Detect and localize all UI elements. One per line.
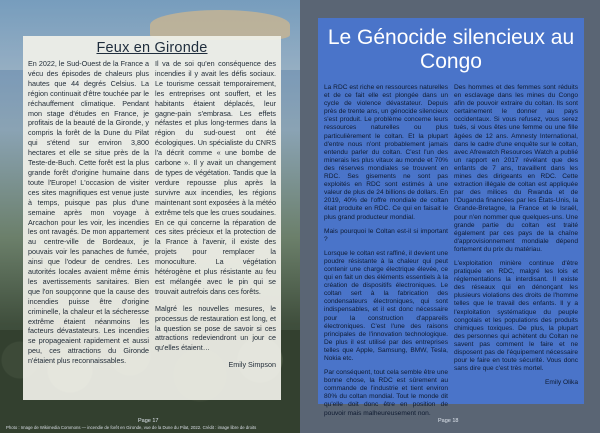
article-columns <box>28 59 276 373</box>
page-number: Page 17 <box>138 418 159 424</box>
article-columns <box>324 84 578 424</box>
page-number: Page 18 <box>438 418 459 424</box>
paragraph: Malgré les nouvelles mesures, le processus de restauration est long, et la question se pose de savoir si ces attractions redeviendront un jour ce qu'elles étaient… <box>155 303 276 353</box>
article-box-gironde <box>23 36 281 400</box>
article-title: Feux en Gironde <box>96 40 208 56</box>
article-column-2 <box>454 84 578 424</box>
photo-credit: Photo : Image de Wikimedia Commons — incendie de forêt en Gironde, vue de la Dune du Pilat, 2022. Crédit : image libre de droits <box>6 425 257 430</box>
right-page <box>300 0 600 433</box>
paragraph: L'exploitation minière continue d'être pratiquée en RDC, malgré les lois et réglementations la interdisant. Il existe des réseaux qui en dénonçant les plusieurs violations des droits de l'homme telles que le travail des enfants. Il y a l'exploitation systématique du peuple congolais et les populations des produits chimiques toxiques. De plus, la plupart des personnes qui achètent du Coltan ne savent pas comment le faire et ne disposent pas de l'équipement nécessaire pour le faire en toute sécurité. Vous donc sans dire que c'est très mortel. <box>454 259 578 373</box>
paragraph: Par conséquent, tout cela semble être une bonne chose, la RDC est sûrement au commande de l'industrie et tient environ 80% du coltan mondial. Tout le monde dit qu'elle doit donc être en position de pouvoir mais malheureusement non. <box>324 369 448 417</box>
article-column-1 <box>28 59 149 373</box>
paragraph: En 2022, le Sud-Ouest de la France a vécu des épisodes de chaleurs plus hautes que 44 degrés Celsius. La région continuait d'être touchée par le réchauffement climatique. Pendant mon stage d'études en France, je profitais de la beauté de la Gironde, y compris la forêt de la Dune du Pilat qui s'étend sur environ 3,800 hectares et elle se situe près de la Teste-de-Buch. Cette forêt est la plus grande forêt d'origine humaine dans toute l'Europe! L'occasion de visiter ces sites magnifiques est venue juste à temps, puisque pas plus d'une semaine après mon voyage à Arcachon pour les voir, les incendies les ont ravagés. De mon appartement au centre-ville de Bordeaux, je pouvais voir les panaches de fumée, ainsi que l'odeur de cendres. Les autorités locales avaient même émis les avertissements sanitaires. Bien que l'on soupçonne que la cause des incendies puisse être d'origine criminelle, la chaleur et la sécheresse extrême étaient néanmoins les facteurs dévastateurs. Les incendies se propageaient rapidement et aussi peu, ces attractions du Gironde n'étaient plus reconnaissables. <box>28 59 149 366</box>
author-signature: Emily Simpson <box>228 360 276 370</box>
author-signature: Emily Olika <box>545 379 578 387</box>
paragraph: Il va de soi qu'en conséquence des incendies il y avait les défis sociaux. Le tourisme cessait temporairement, les entreprises ont souffert, et les habitants étaient déplacés, leur gagne-pain s'embrasa. Les effets néfastes et plus long-termes dans la région du sud-ouest ont été écologiques. Un spécialiste du CNRS l'a décrit comme « une bombe de carbone ». Il y avait un changement de types de végétation. Tandis que la verdure repousse plus après la survivre aux incendies, les régions maintenant sont exposées à la météo extrême tels que les crues soudaines. En ce qui concerne la réparation de ces sites précieux et la protection de la France à l'avenir, il existe des projets pour remplacer la monoculture. La végétation hétérogène et plus résistante au feu est mélangée avec le pin qui se trouvait autrefois dans ces forêts. <box>155 59 276 296</box>
article-column-1 <box>324 84 448 424</box>
article-box-congo <box>318 18 584 417</box>
paragraph: La RDC est riche en ressources naturelles et de ce fait elle est plongée dans un cycle de violence dévastateur. Depuis près de trente ans, un génocide silencieux s'est produit. Le problème concerne leurs ressources naturelles ou plus particulièrement le coltan. Et la plupart d'entre nous n'ont probablement jamais entendu parler du coltan. C'est l'un des minerais les plus vitaux au monde et 70% des réserves mondiales se trouvent en RDC. Ses gisements ne sont pas exploités en RDC sont estimés à une valeur de plus de 24 billions de dollars. En 2019, 40% de l'offre mondiale de coltan était produite en RDC. Ce qui en faisait le plus grand producteur mondial. <box>324 84 448 221</box>
paragraph: Mais pourquoi le Coltan est-il si important ? <box>324 227 448 243</box>
article-title: Le Génocide silencieux au Congo <box>327 26 575 73</box>
paragraph: Lorsque le coltan est raffiné, il devient une poudre résistante à la chaleur qui peut contenir une charge électrique élevée, ce qui en fait un des éléments essentiels à la création de dispositifs électroniques. Le coltan sert à la fabrication des condensateurs électroniques, qui sont indispensables, et il est donc nécessaire pour la construction d'appareils électroniques. C'est l'une des raisons principales de l'innovation technologique. De plus il est utilisé par des entreprises telles que Apple, Samsung, BMW, Tesla, Nokia etc. <box>324 249 448 362</box>
article-column-2 <box>155 59 276 373</box>
paragraph: Des hommes et des femmes sont réduits en esclavage dans les mines du Congo afin de pouvoir extraire du coltan. Ils sont certainement le donner au pays occidentaux. Si vous refusez, vous serez tués, si vous êtes une femme ou une fille âgées de 12 ans. Amnesty International, dans le cadre d'une enquête sur le coltan, avec Afrewatch Resources Watch a publié un rapport en 2017 révélant que des enfants de 7 ans, travaillent dans les mines des dirigeants en RDC. Cette extraction illégale de coltan est appliquée par des milices du Rwanda et de l'Ouganda financées par les États-Unis, la Grande-Bretagne, la France et le Israël, pour n'en nommer que quelques-uns. Une grande partie du coltan est traité également par ces pays de la chaîne d'approvisionnement mondiale dépend fortement du prix du matériau. <box>454 84 578 253</box>
